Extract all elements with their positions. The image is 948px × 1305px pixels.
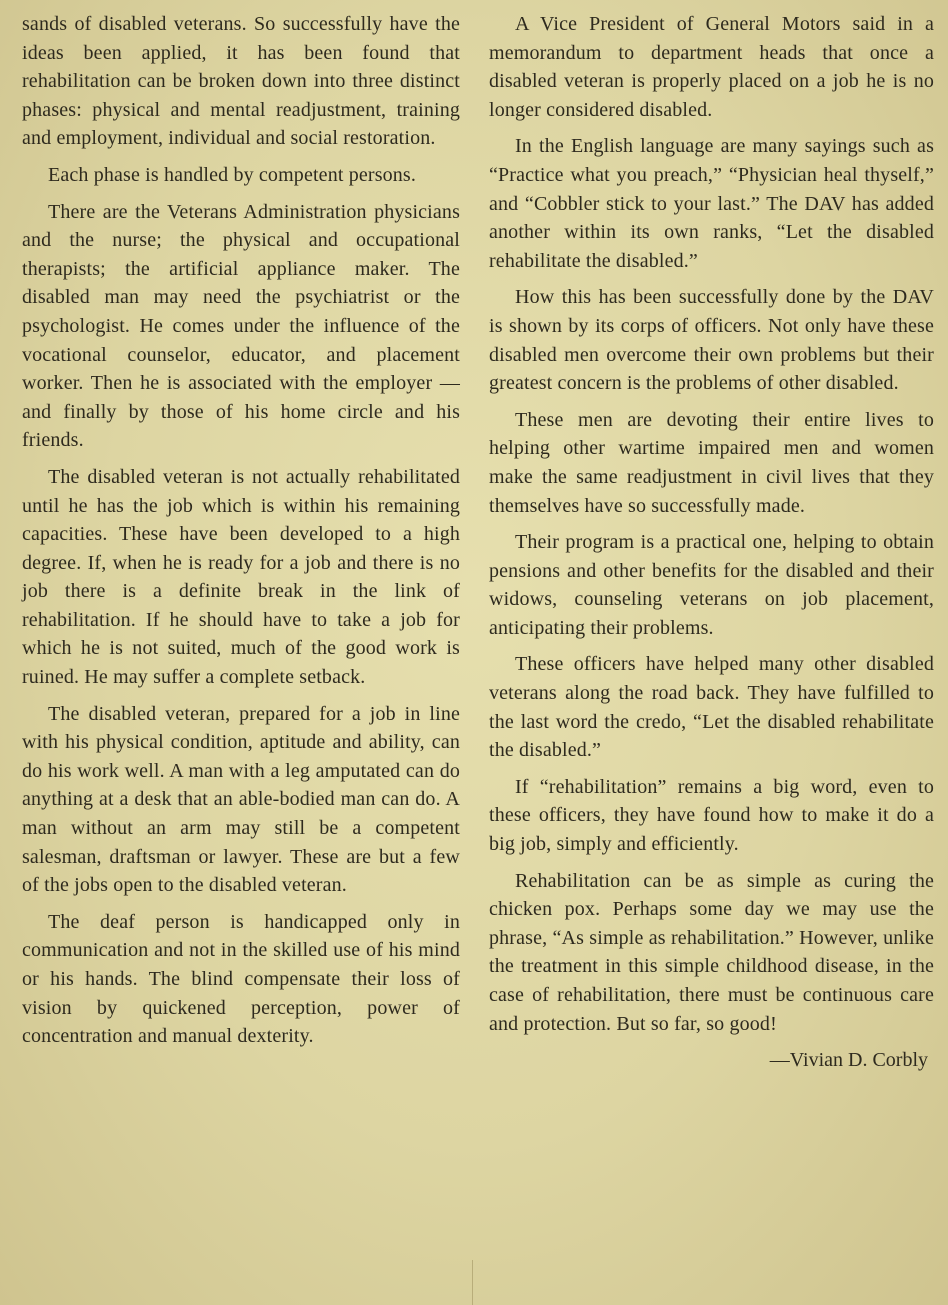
paragraph-prepared-veteran: The disabled veteran, prepared for a job in line with his physical condition, aptitude and ability, can do his work well. A man with a leg amputated can do anything at a desk that an able-bodied man can do. A man without an arm may still be a competent salesman, draftsman or lawyer. These are but a few of the jobs open to the disabled veteran. [22,702,460,897]
column-divider [472,1260,473,1305]
paragraph-big-word: If “rehabilitation” remains a big word, even to these officers, they have found how to make it do a big job, simply and efficiently. [489,775,934,856]
left-column [22,10,460,1059]
paragraph-deaf-and-blind: The deaf person is handicapped only in communication and not in the skilled use of his mind or his hands. The blind compensate their loss of vision by quickened perception, power of concentration and manual dexterity. [22,910,460,1048]
paragraph-competent-persons: Each phase is handled by competent persons. [48,163,417,186]
paragraph-general-motors: A Vice President of General Motors said in a memorandum to department heads that once a disabled veteran is properly placed on a job he is no longer considered disabled. [489,13,934,121]
paragraph-program: Their program is a practical one, helping to obtain pensions and other benefits for the disabled and their widows, counseling veterans on job placement, anticipating their problems. [489,531,934,639]
paragraph-chicken-pox: Rehabilitation can be as simple as curing the chicken pox. Perhaps some day we may use the phrase, “As simple as rehabilitation.” However, unlike the treatment in this simple childhood disease, in the case of rehabilitation, there must be continuous care and protection. But so far, so good! [489,869,934,1035]
author-signature: —Vivian D. Corbly [769,1049,928,1072]
paragraph-job-placement: The disabled veteran is not actually rehabilitated until he has the job which is within his remaining capacities. These have been developed to a high degree. If, when he is ready for a job and there is no job there is a definite break in the link of rehabilitation. If he should have to take a job for which he is not suited, much of the good work is ruined. He may suffer a complete setback. [22,465,460,689]
paragraph-devoting-lives: These men are devoting their entire lives to helping other wartime impaired men and women make the same readjustment in civil lives that they themselves have so successfully made. [489,408,934,517]
paragraph-sayings: In the English language are many sayings such as “Practice what you preach,” “Physician heal thyself,” and “Cobbler stick to your last.” The DAV has added another within its own ranks, “Let the disabled rehabilitate the disabled.” [489,135,934,272]
paragraph-road-back: These officers have helped many other disabled veterans along the road back. They have fulfilled to the last word the credo, “Let the disabled rehabilitate the disabled.” [489,653,934,762]
right-column [489,10,934,1075]
paragraph-phases: sands of disabled veterans. So successfully have the ideas been applied, it has been found that rehabilitation can be broken down into three distinct phases: physical and mental readjustment, training and employment, individual and social restoration. [22,13,460,150]
paragraph-dav-officers: How this has been successfully done by the DAV is shown by its corps of officers. Not only have these disabled men overcome their own problems but their greatest concern is the problems of other disabled. [489,286,934,395]
paragraph-specialists: There are the Veterans Administration physicians and the nurse; the physical and occupational therapists; the artificial appliance maker. The disabled man may need the psychiatrist or the psychologist. He comes under the influence of the vocational counselor, educator, and placement worker. Then he is associated with the employer —and finally by those of his home circle and his friends. [22,200,460,452]
